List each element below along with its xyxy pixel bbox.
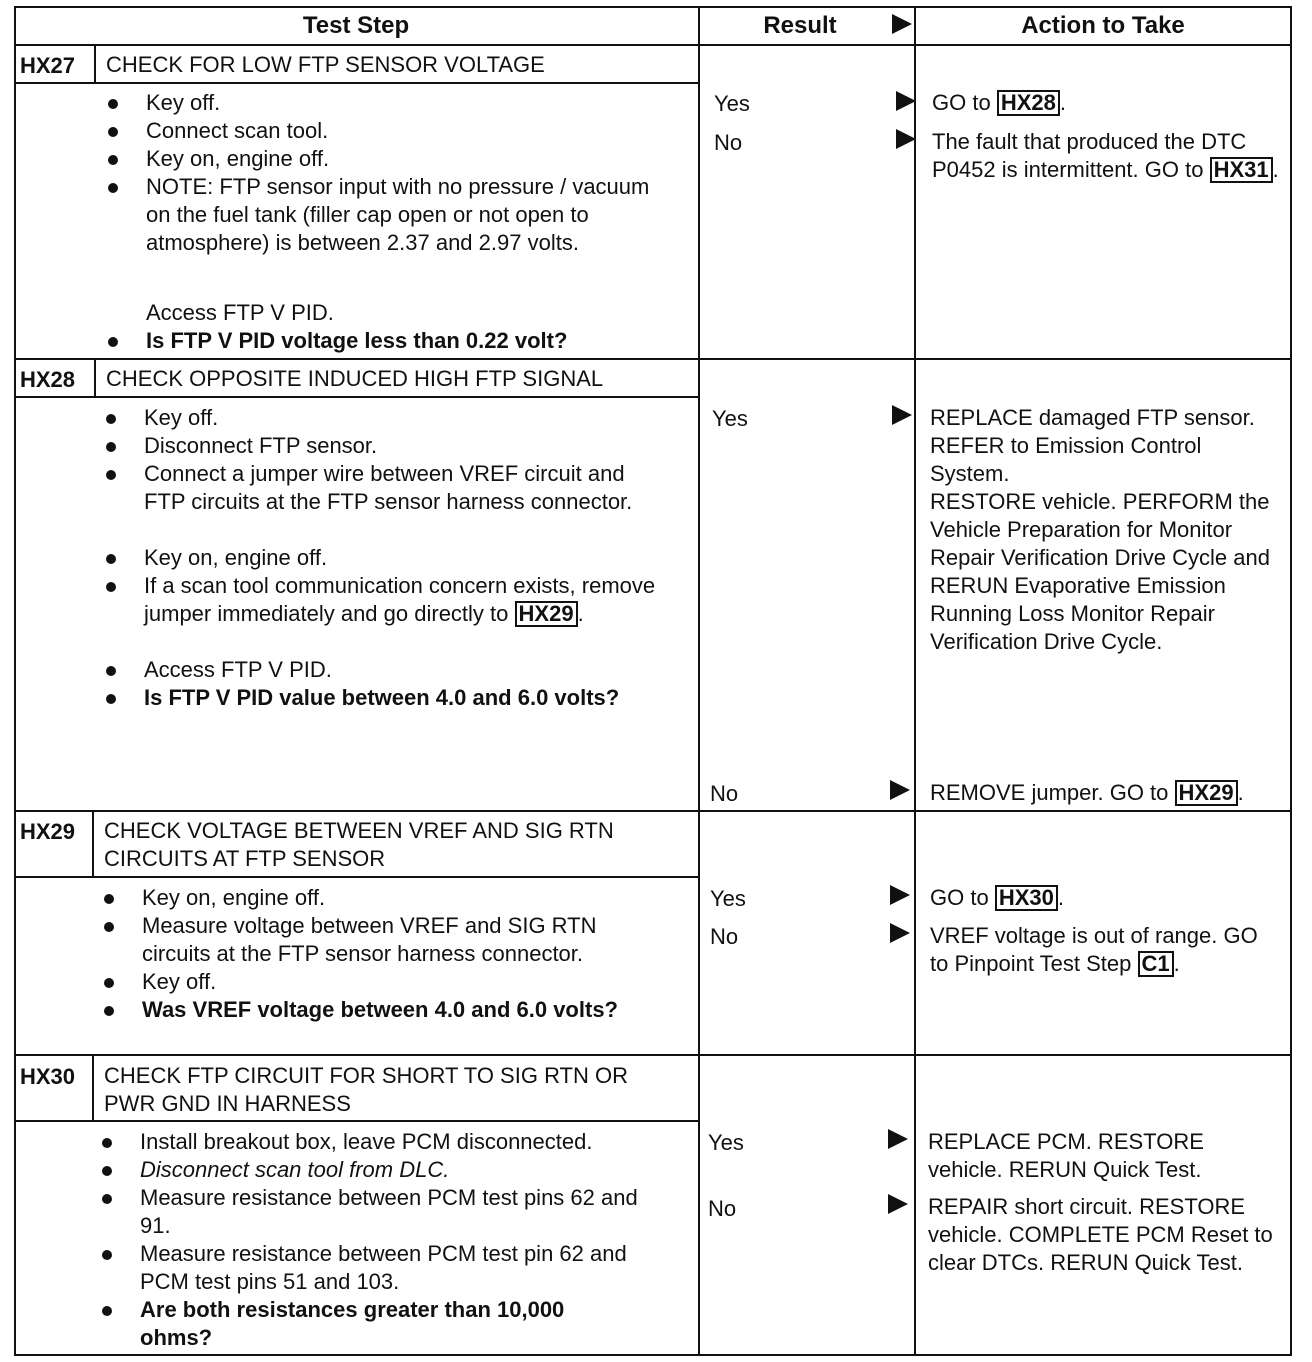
bullet-icon <box>102 1194 112 1204</box>
result-yes: Yes <box>712 406 748 431</box>
step-divider <box>14 358 1292 360</box>
step-code: HX30 <box>20 1064 76 1089</box>
step-code: HX28 <box>20 367 76 392</box>
bullet-icon <box>102 1306 112 1316</box>
table-border-top <box>14 6 1292 8</box>
arrow-icon <box>888 1129 908 1149</box>
action-text: GO to HX30 . <box>930 885 1064 910</box>
arrow-icon <box>892 405 912 425</box>
title-divider <box>14 1120 700 1122</box>
bullet-icon <box>106 582 116 592</box>
title-divider <box>14 876 700 878</box>
note-text: Access FTP V PID. <box>146 300 334 325</box>
list-item: NOTE: FTP sensor input with no pressure / vacuum on the fuel tank (filler cap open or not open to atmosphere) is between 2.37 and 2.97 volts. <box>108 173 688 285</box>
bullet-icon <box>108 183 118 193</box>
question: Are both resistances greater than 10,000 ohms? <box>102 1296 692 1352</box>
bullet-icon <box>102 1250 112 1260</box>
header-action: Action to Take <box>1021 12 1185 39</box>
arrow-icon <box>890 885 910 905</box>
action-text: GO to HX28 . <box>932 90 1066 115</box>
result-no: No <box>710 781 739 806</box>
header-result: Result <box>763 12 837 39</box>
result-yes: Yes <box>710 886 746 911</box>
bullet-icon <box>102 1166 112 1176</box>
title-divider <box>14 396 700 398</box>
arrow-icon <box>890 923 910 943</box>
question: Was VREF voltage between 4.0 and 6.0 volts? <box>104 996 684 1052</box>
question: Is FTP V PID value between 4.0 and 6.0 volts? <box>106 684 686 740</box>
code-divider <box>92 810 94 878</box>
bullet-icon <box>106 470 116 480</box>
action-column-divider <box>914 6 916 1356</box>
list-item: Connect a jumper wire between VREF circuit and FTP circuits at the FTP sensor harness connector. <box>106 460 686 544</box>
step-ref-link[interactable]: HX29 <box>1175 780 1238 806</box>
bullet-icon <box>108 127 118 137</box>
step-title: CHECK FTP CIRCUIT FOR SHORT TO SIG RTN OR PWR GND IN HARNESS <box>104 1063 628 1116</box>
action-text: REPAIR short circuit. RESTORE vehicle. COMPLETE PCM Reset to clear DTCs. RERUN Quick Test. <box>928 1194 1273 1275</box>
result-column-divider <box>698 6 700 1356</box>
table-border-bottom <box>14 1354 1292 1356</box>
result-yes: Yes <box>714 91 750 116</box>
arrow-icon <box>892 14 912 34</box>
bullet-icon <box>104 894 114 904</box>
list-item: If a scan tool communication concern exists, remove jumper immediately and go directly to HX29 . <box>106 572 686 656</box>
step-divider <box>14 810 1292 812</box>
step-title: CHECK OPPOSITE INDUCED HIGH FTP SIGNAL <box>106 366 604 391</box>
arrow-icon <box>896 129 916 149</box>
step-ref-link[interactable]: C1 <box>1138 951 1174 977</box>
result-yes: Yes <box>708 1130 744 1155</box>
bullet-icon <box>106 414 116 424</box>
bullet-icon <box>106 694 116 704</box>
title-divider <box>14 82 700 84</box>
result-no: No <box>708 1196 737 1221</box>
result-no: No <box>710 924 739 949</box>
result-no: No <box>714 130 743 155</box>
bullet-icon <box>108 99 118 109</box>
bullet-icon <box>106 554 116 564</box>
step-code: HX29 <box>20 819 76 844</box>
bullet-icon <box>104 1006 114 1016</box>
bullet-icon <box>102 1138 112 1148</box>
step-ref-link[interactable]: HX28 <box>997 90 1060 116</box>
code-divider <box>92 1054 94 1122</box>
step-ref-link[interactable]: HX29 <box>515 601 578 627</box>
bullet-icon <box>106 666 116 676</box>
bullet-icon <box>104 922 114 932</box>
arrow-icon <box>890 780 910 800</box>
header-divider <box>14 44 1292 46</box>
table-border-left <box>14 6 16 1356</box>
arrow-icon <box>888 1194 908 1214</box>
code-divider <box>94 358 96 398</box>
action-text: The fault that produced the DTC P0452 is intermittent. GO to HX31 . <box>932 129 1279 182</box>
list-item: Measure resistance between PCM test pin 62 and PCM test pins 51 and 103. <box>102 1240 692 1296</box>
step-divider <box>14 1054 1292 1056</box>
bullet-icon <box>104 978 114 988</box>
step-title: CHECK FOR LOW FTP SENSOR VOLTAGE <box>106 52 545 77</box>
list-item: Measure voltage between VREF and SIG RTN circuits at the FTP sensor harness connector. <box>104 912 684 968</box>
bullet-icon <box>108 155 118 165</box>
arrow-icon <box>896 91 916 111</box>
bullet-icon <box>106 442 116 452</box>
step-code: HX27 <box>20 53 76 78</box>
action-text: REMOVE jumper. GO to HX29 . <box>930 780 1244 805</box>
step-ref-link[interactable]: HX31 <box>1210 157 1273 183</box>
action-text: REPLACE PCM. RESTORE vehicle. RERUN Quick Test. <box>928 1129 1204 1182</box>
bullet-icon <box>108 337 118 347</box>
action-text: VREF voltage is out of range. GO to Pinpoint Test Step C1 . <box>930 923 1258 976</box>
step-ref-link[interactable]: HX30 <box>995 885 1058 911</box>
table-border-right <box>1290 6 1292 1356</box>
code-divider <box>94 44 96 84</box>
header-test-step: Test Step <box>302 12 410 39</box>
list-item: Measure resistance between PCM test pins 62 and 91. <box>102 1184 692 1240</box>
action-text: REPLACE damaged FTP sensor. REFER to Emission Control System. RESTORE vehicle. PERFORM the Vehicle Preparation for Monitor Repair Verification Drive Cycle and RERUN Evaporative Emission Running Loss Monitor Repair Verification Drive Cycle. <box>930 405 1270 654</box>
step-title: CHECK VOLTAGE BETWEEN VREF AND SIG RTN CIRCUITS AT FTP SENSOR <box>104 818 614 871</box>
